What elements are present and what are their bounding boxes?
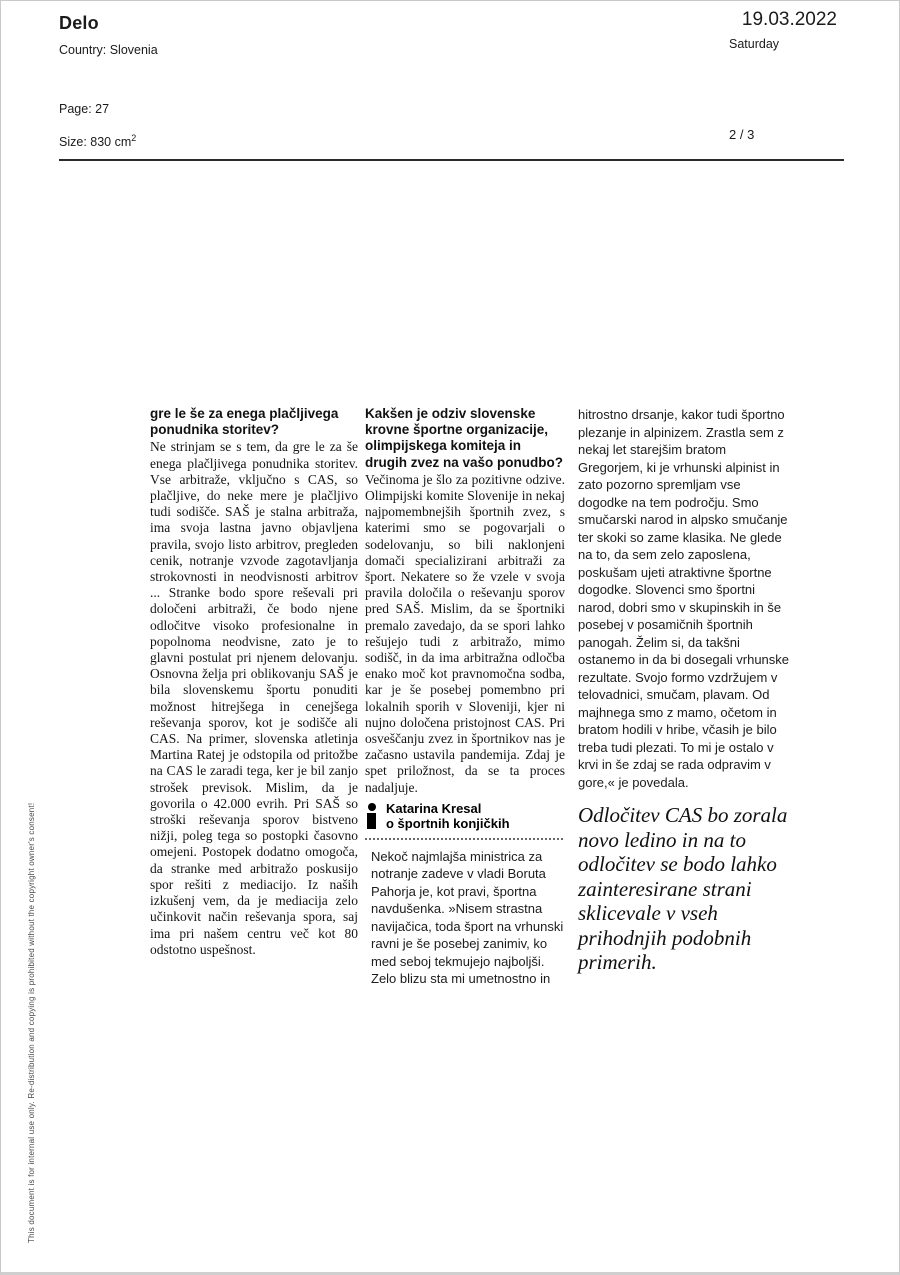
- info-icon-stem: [367, 813, 376, 829]
- page-number-label: Page: 27: [59, 102, 110, 116]
- publication-title: Delo: [59, 13, 99, 33]
- copyright-disclaimer: This document is for internal use only. Re-distribution and copying is prohibited without the copyright owner's consent!: [27, 802, 36, 1243]
- byline-name: Katarina Kresal: [386, 800, 482, 816]
- profile-text-part2: hitrostno drsanje, kakor tudi športno plezanje in alpinizem. Zrastla sem z nekaj let starejšim bratom Gregorjem, ki je vrhunski alpinist in zato pozorno spremljam vse dogodke na tem področju. Smo smučarski narod in alpsko smučanje ter skoki so zame klasika. Ne glede na to, da sem zelo zaposlena, poskušam ujeti atraktivne športne dogodke. Slovenci smo športni narod, dobri smo v skupinskih in še posebej v posamičnih športnih panogah. Želim si, da takšni ostanemo in da bi dosegali vrhunske rezultate. Svojo formo vzdržujem v telovadnici, smučam, plavam. Od majhnega smo z mamo, očetom in bratom hodili v hribe, včasih je bilo treba tudi plezati. To mi je ostalo v krvi in še zdaj se rada odpravim v gore,« je povedala.: [578, 407, 790, 790]
- country-label: Country: Slovenia: [59, 43, 158, 57]
- article-column-3: [578, 406, 792, 975]
- issue-weekday: Saturday: [729, 37, 780, 51]
- article-size-label: [59, 133, 136, 149]
- interview-answer-2: Večinoma je šlo za pozitivne odzive. Olimpijski komite Slovenije in nekaj najpomembnejših športnih zvez, s katerimi smo se pogovarjali o sodelovanju, so bili naklonjeni domači specializirani arbitraži za šport. Nekatere so že vzele v svoja pravila določila o reševanju sporov pred SAŠ. Mislim, da se športniki premalo zavedajo, da se spori lahko rešujejo tudi z arbitražo, mimo sodišč, in da ima arbitražna odločba enako moč kot pravnomočna sodba, kar je še posebej pomembno pri lokalnih sporih v Sloveniji, kjer ni nujno določena pristojnost CAS. Pri osveščanju zvez in športnikov nas je začasno ustavila pandemija. Zdaj je spet priložnost, da se ta proces nadaljuje.: [365, 471, 565, 795]
- article-column-1: [150, 406, 358, 958]
- byline-topic: o športnih konjičkih: [386, 816, 510, 832]
- sidebar-byline: [365, 801, 565, 832]
- info-icon: [365, 801, 378, 829]
- article-column-2: [365, 406, 565, 988]
- interview-question-2: Kakšen je odziv slovenske krovne športne organizacije, olimpijskega komiteja in drugih zvez na vašo ponudbo?: [365, 406, 564, 470]
- size-value: Size: 830 cm: [59, 135, 132, 150]
- header-divider: [59, 159, 844, 161]
- dotted-divider: [365, 838, 563, 840]
- byline-text: [386, 801, 510, 832]
- info-icon-dot: [368, 803, 376, 811]
- pagination-indicator: 2 / 3: [729, 127, 755, 142]
- pull-quote: Odločitev CAS bo zorala novo ledino in na to odločitev se bodo lahko zainteresirane strani sklicevale v vseh prihodnjih podobnih primerih.: [578, 803, 788, 974]
- interview-question-1: gre le še za enega plačljivega ponudnika storitev?: [150, 406, 339, 438]
- size-superscript: 2: [131, 133, 137, 143]
- issue-date: 19.03.2022: [741, 9, 837, 30]
- interview-answer-1: Ne strinjam se s tem, da gre le za še enega plačljivega ponudnika storitev. Vse arbitraže, vključno s CAS, so plačljive, do neke mere je plačljivo tudi sodišče. SAŠ je stalna arbitraža, ima svoja lastna javno objavljena pravila, svojo listo arbitrov, pregleden cenik, notranje vzvode zagotavljanja strokovnosti in neodvisnosti arbitrov ... Stranke bodo spore reševali pri določeni arbitraži, če bodo njene odločitve visoko profesionalne in popolnoma neodvisne, zato je to glavni postulat pri njenem delovanju. Osnovna želja pri oblikovanju SAŠ je bila slovenskemu športu ponuditi možnost hitrejšega in cenejšega reševanja sporov, kot je sodišče ali CAS. Na primer, slovenska atletinja Martina Ratej je odstopila od pritožbe na CAS le zaradi tega, ker je bil zanjo strošek previsok. Mislim, da je govorila o 42.000 evrih. Pri SAŠ so stroški reševanja sporov bistveno nižji, poleg tega so postopki časovno omejeni. Postopek dodatno omogoča, da stranke med arbitražo poskusijo spor rešiti z mediacijo. Iz naših izkušenj vem, da je mediacija zelo učinkovit način reševanja spora, saj ima pri našem centru več kot 80 odstotno uspešnost.: [150, 439, 358, 957]
- profile-text-part1: Nekoč najmlajša ministrica za notranje zadeve v vladi Boruta Pahorja je, kot pravi, športna navdušenka. »Nisem strastna navijačica, toda šport na vrhunski ravni je še posebej zanimiv, ko med seboj tekmujejo najboljši. Zelo blizu sta mi umetnostno in: [371, 848, 564, 987]
